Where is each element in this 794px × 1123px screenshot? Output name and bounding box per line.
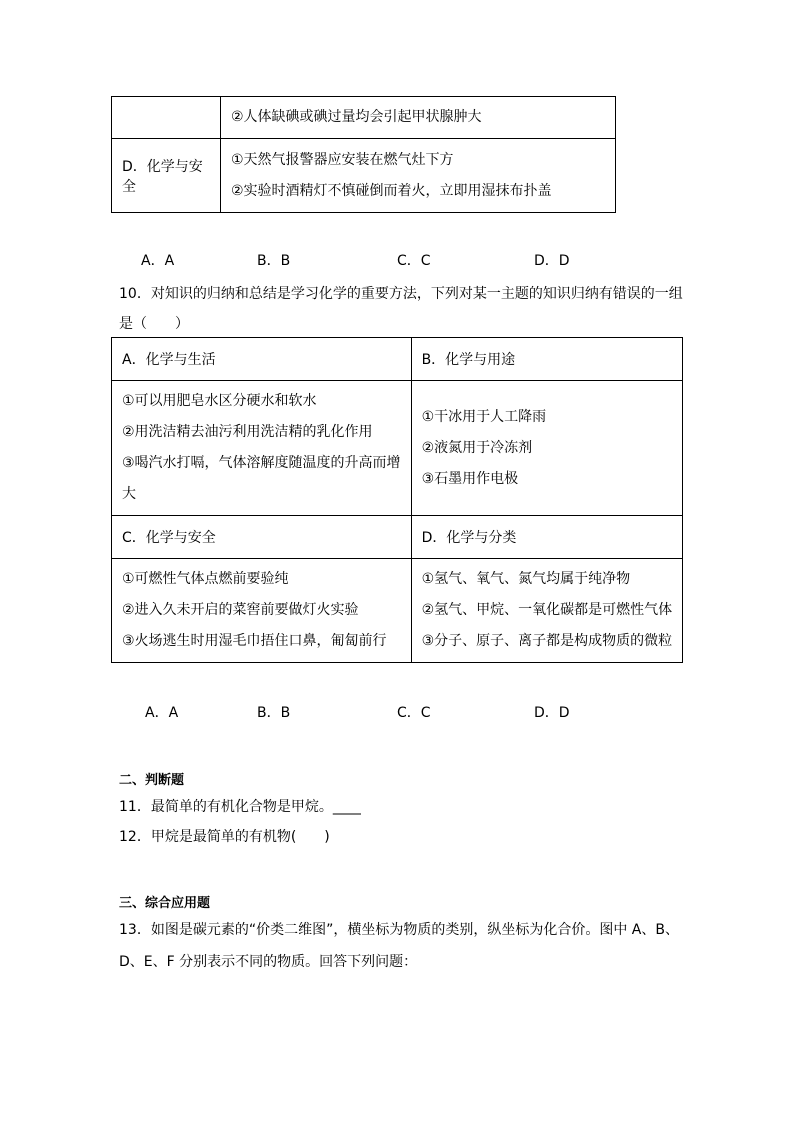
list-item: ②实验时酒精灯不慎碰倒而着火，立即用湿抹布扑盖 xyxy=(231,182,552,199)
list-item: ②进入久未开启的菜窖前要做灯火实验 xyxy=(122,602,359,618)
list-item: ①氢气、氧气、氮气均属于纯净物 xyxy=(421,571,631,587)
q10-header-b: B．化学与用途 xyxy=(411,338,683,381)
q10-option-c[interactable]: C．C xyxy=(397,705,431,721)
q9-option-d[interactable]: D．D xyxy=(534,253,570,269)
section-2-title: 二、判断题 xyxy=(119,773,185,788)
list-item: ②人体缺碘或碘过量均会引起甲状腺肿大 xyxy=(231,109,482,125)
list-item: 大 xyxy=(122,486,136,502)
table-row xyxy=(112,139,616,213)
q13-line1: 13．如图是碳元素的“价类二维图”，横坐标为物质的类别，纵坐标为化合价。图中 A、B、 xyxy=(119,922,679,938)
list-item: ①天然气报警器应安装在燃气灶下方 xyxy=(231,151,454,168)
q10-option-a[interactable]: A．A xyxy=(145,705,179,721)
list-item: ②用洗洁精去油污利用洗洁精的乳化作用 xyxy=(122,424,373,440)
q10-cell-a xyxy=(112,381,412,516)
section-3-title: 三、综合应用题 xyxy=(119,896,211,911)
q11-text: 11．最简单的有机化合物是甲烷。____ xyxy=(119,799,361,815)
q9-option-b[interactable]: B．B xyxy=(257,253,291,269)
q10-cell-c xyxy=(112,559,412,663)
list-item: ②氢气、甲烷、一氧化碳都是可燃性气体 xyxy=(421,602,673,618)
list-item: ③火场逃生时用湿毛巾捂住口鼻，匍匐前行 xyxy=(122,633,387,649)
q10-cell-d xyxy=(411,559,683,663)
table-row xyxy=(112,559,683,663)
list-item: ③喝汽水打嗝，气体溶解度随温度的升高而增 xyxy=(122,455,401,471)
list-item: ①干冰用于人工降雨 xyxy=(421,408,547,425)
q10-option-b[interactable]: B．B xyxy=(257,705,291,721)
q10-stem-line1: 10．对知识的归纳和总结是学习化学的重要方法，下列对某一主题的知识归纳有错误的一组 xyxy=(119,286,683,302)
list-item: ①可以用肥皂水区分硬水和软水 xyxy=(122,393,317,409)
q9-row-d-label: D．化学与安全 xyxy=(112,139,221,213)
q13-line2: D、E、F 分别表示不同的物质。回答下列问题： xyxy=(119,954,418,970)
q9-table xyxy=(111,96,616,213)
table-row xyxy=(112,516,683,559)
q10-header-c: C．化学与安全 xyxy=(112,516,412,559)
q9-row-right-cell xyxy=(221,97,616,139)
q9-row-left-cell xyxy=(112,97,221,139)
q9-option-a[interactable]: A．A xyxy=(141,253,175,269)
q10-stem-line2: 是（ ） xyxy=(119,316,189,332)
q12-text: 12．甲烷是最简单的有机物( ) xyxy=(119,829,330,845)
list-item: ③石墨用作电极 xyxy=(421,470,519,487)
q9-row-d-items xyxy=(221,139,616,213)
table-row xyxy=(112,97,616,139)
q10-header-a: A．化学与生活 xyxy=(112,338,412,381)
list-item: ②液氮用于冷冻剂 xyxy=(421,439,533,456)
q10-header-d: D．化学与分类 xyxy=(411,516,683,559)
q10-cell-b xyxy=(411,381,683,516)
q10-option-d[interactable]: D．D xyxy=(534,705,570,721)
table-row xyxy=(112,338,683,381)
q9-option-c[interactable]: C．C xyxy=(397,253,431,269)
table-row xyxy=(112,381,683,516)
list-item: ①可燃性气体点燃前要验纯 xyxy=(122,571,289,587)
list-item: ③分子、原子、离子都是构成物质的微粒 xyxy=(421,633,673,649)
q10-table xyxy=(111,337,683,663)
